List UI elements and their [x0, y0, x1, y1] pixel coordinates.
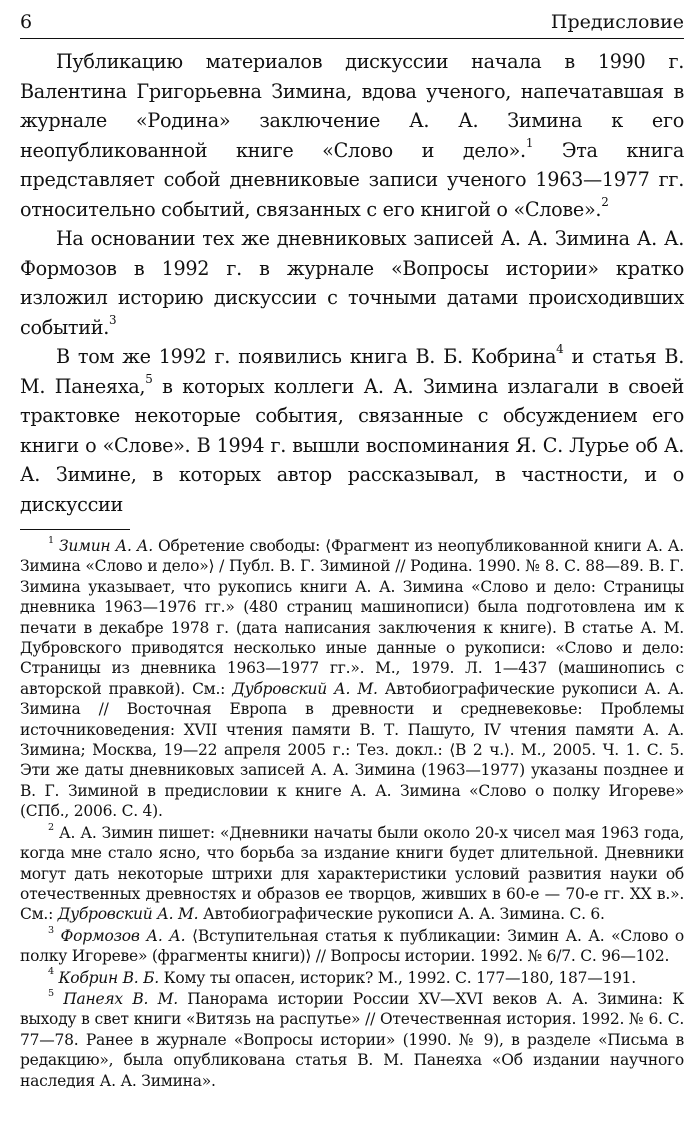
- text-run: Панорама истории России XV—XVI веков А. А. Зимина: К выходу в свет книги «Витязь на распутье» // Отечественная история. 1992. № 6. С. 77—78. Ранее в журнале «Вопросы истории» (1990. № 9), в разделе «Письма в редакцию», была опубликована статья В. М. Панеяха «Об издании научного наследия А. А. Зимина».: [20, 989, 684, 1090]
- footnote-mark: 2: [48, 821, 54, 833]
- paragraph: [20, 224, 684, 342]
- footnote-mark: 1: [48, 534, 54, 546]
- text-run: [54, 990, 63, 1008]
- author-name: Зимин А. А.: [58, 537, 153, 555]
- text-run: [54, 927, 61, 945]
- book-page: [20, 10, 684, 1092]
- author-name: Кобрин В. Б.: [58, 968, 159, 987]
- footnote-mark: 5: [145, 371, 153, 386]
- text-run: Обретение свободы: ⟨Фрагмент из неопубликованной книги А. А. Зимина «Слово и дело»⟩ / Публ. В. Г. Зиминой // Родина. 1990. № 8. С. 88—89. В. Г. Зимина указывает, что рукопись книги А. А. Зимина «Слово и дело: Страницы дневника 1963—1976 гг.» (480 страниц машинописи) была подготовлена им к печати в декабре 1978 г. (дата написания заключения к книге). В статье А. М. Дубровского приводятся несколько иные данные о рукописи: «Слово и дело: Страницы из дневника 1963—1977 гг.». М., 1979. Л. 1—437 (машинопись с авторской правкой). См.:: [20, 537, 684, 698]
- author-name: Дубровский А. М.: [232, 679, 378, 698]
- paragraph: [20, 47, 684, 224]
- footnote-mark: 3: [48, 924, 54, 936]
- footnote: [20, 926, 684, 967]
- footnote-mark: 3: [109, 312, 117, 327]
- text-run: А. А. Зимин пишет: «Дневники начаты были около 20-х чисел мая 1963 года, когда мне стало ясно, что борьба за издание книги будет длительной. Дневники могут дать некоторые штрихи для характеристики условий развития науки об отечественных древностях и образов ее творцов, живших в 60-е — 70-е гг. XX в.». См.:: [20, 823, 684, 924]
- footnote-divider: [20, 529, 130, 530]
- footnote: [20, 536, 684, 822]
- page-number: 6: [20, 11, 33, 33]
- footnote-mark: 4: [48, 966, 54, 978]
- paragraph: [20, 342, 684, 519]
- section-title: Предисловие: [550, 11, 684, 33]
- footnote-mark: 1: [525, 135, 534, 150]
- author-name: Панеях В. М.: [63, 989, 178, 1008]
- main-text: [20, 47, 684, 519]
- text-run: Автобиографические рукописи А. А. Зимина. С. 6.: [198, 905, 605, 924]
- text-run: Эта книга представляет собой дневниковые записи ученого 1963—1977 гг. относительно событий, связанных с его книгой о «Слове».: [20, 138, 684, 221]
- text-run: и статья В. М. Панеяха,: [20, 345, 684, 398]
- text-run: Кому ты опасен, историк? М., 1992. С. 177—180, 187—191.: [158, 968, 636, 987]
- running-head: [20, 10, 684, 39]
- text-run: Публикацию материалов дискуссии начала в 1990 г. Валентина Григорьевна Зимина, вдова ученого, напечатавшая в журнале «Родина» заключение А. А. Зимина к его неопубликованной книге «Слово и дело».: [20, 50, 684, 162]
- author-name: Формозов А. А.: [60, 926, 186, 945]
- text-run: На основании тех же дневниковых записей А. А. Зимина А. А. Формозов в 1992 г. в журнале «Вопросы истории» кратко изложил историю дискуссии с точными датами происходивших событий.: [20, 227, 684, 339]
- footnote: [20, 989, 684, 1091]
- text-run: ⟨Вступительная статья к публикации: Зимин А. А. «Слово о полку Игореве» (фрагменты книги)⟩ // Вопросы истории. 1992. № 6/7. С. 96—102.: [20, 926, 684, 966]
- footnote-mark: 2: [601, 194, 609, 209]
- text-run: В том же 1992 г. появились книга В. Б. Кобрина: [56, 345, 557, 368]
- footnote: [20, 968, 684, 988]
- footnote-mark: 4: [556, 342, 564, 357]
- text-run: в которых коллеги А. А. Зимина излагали в своей трактовке некоторые события, связанные с обсуждением его книги о «Слове». В 1994 г. вышли воспоминания Я. С. Лурье об А. А. Зимине, в которых автор рассказывал, в частности, и о дискуссии: [20, 374, 685, 516]
- footnotes: [20, 536, 684, 1091]
- footnote: [20, 823, 684, 925]
- author-name: Дубровский А. М.: [57, 905, 199, 924]
- footnote-mark: 5: [48, 987, 54, 999]
- text-run: Автобиографические рукописи А. А. Зимина // Восточная Европа в древности и средневековье: Проблемы источниковедения: XVII чтения памяти В. Т. Пашуто, IV чтения памяти А. А. Зимина; Москва, 19—22 апреля 2005 г.: Тез. докл.: ⟨В 2 ч.⟩. М., 2005. Ч. 1. С. 5. Эти же даты дневниковых записей А. А. Зимина (1963—1977) указаны позднее и В. Г. Зиминой в предисловии к книге А. А. Зимина «Слово о полку Игореве» (СПб., 2006. С. 4).: [20, 679, 684, 821]
